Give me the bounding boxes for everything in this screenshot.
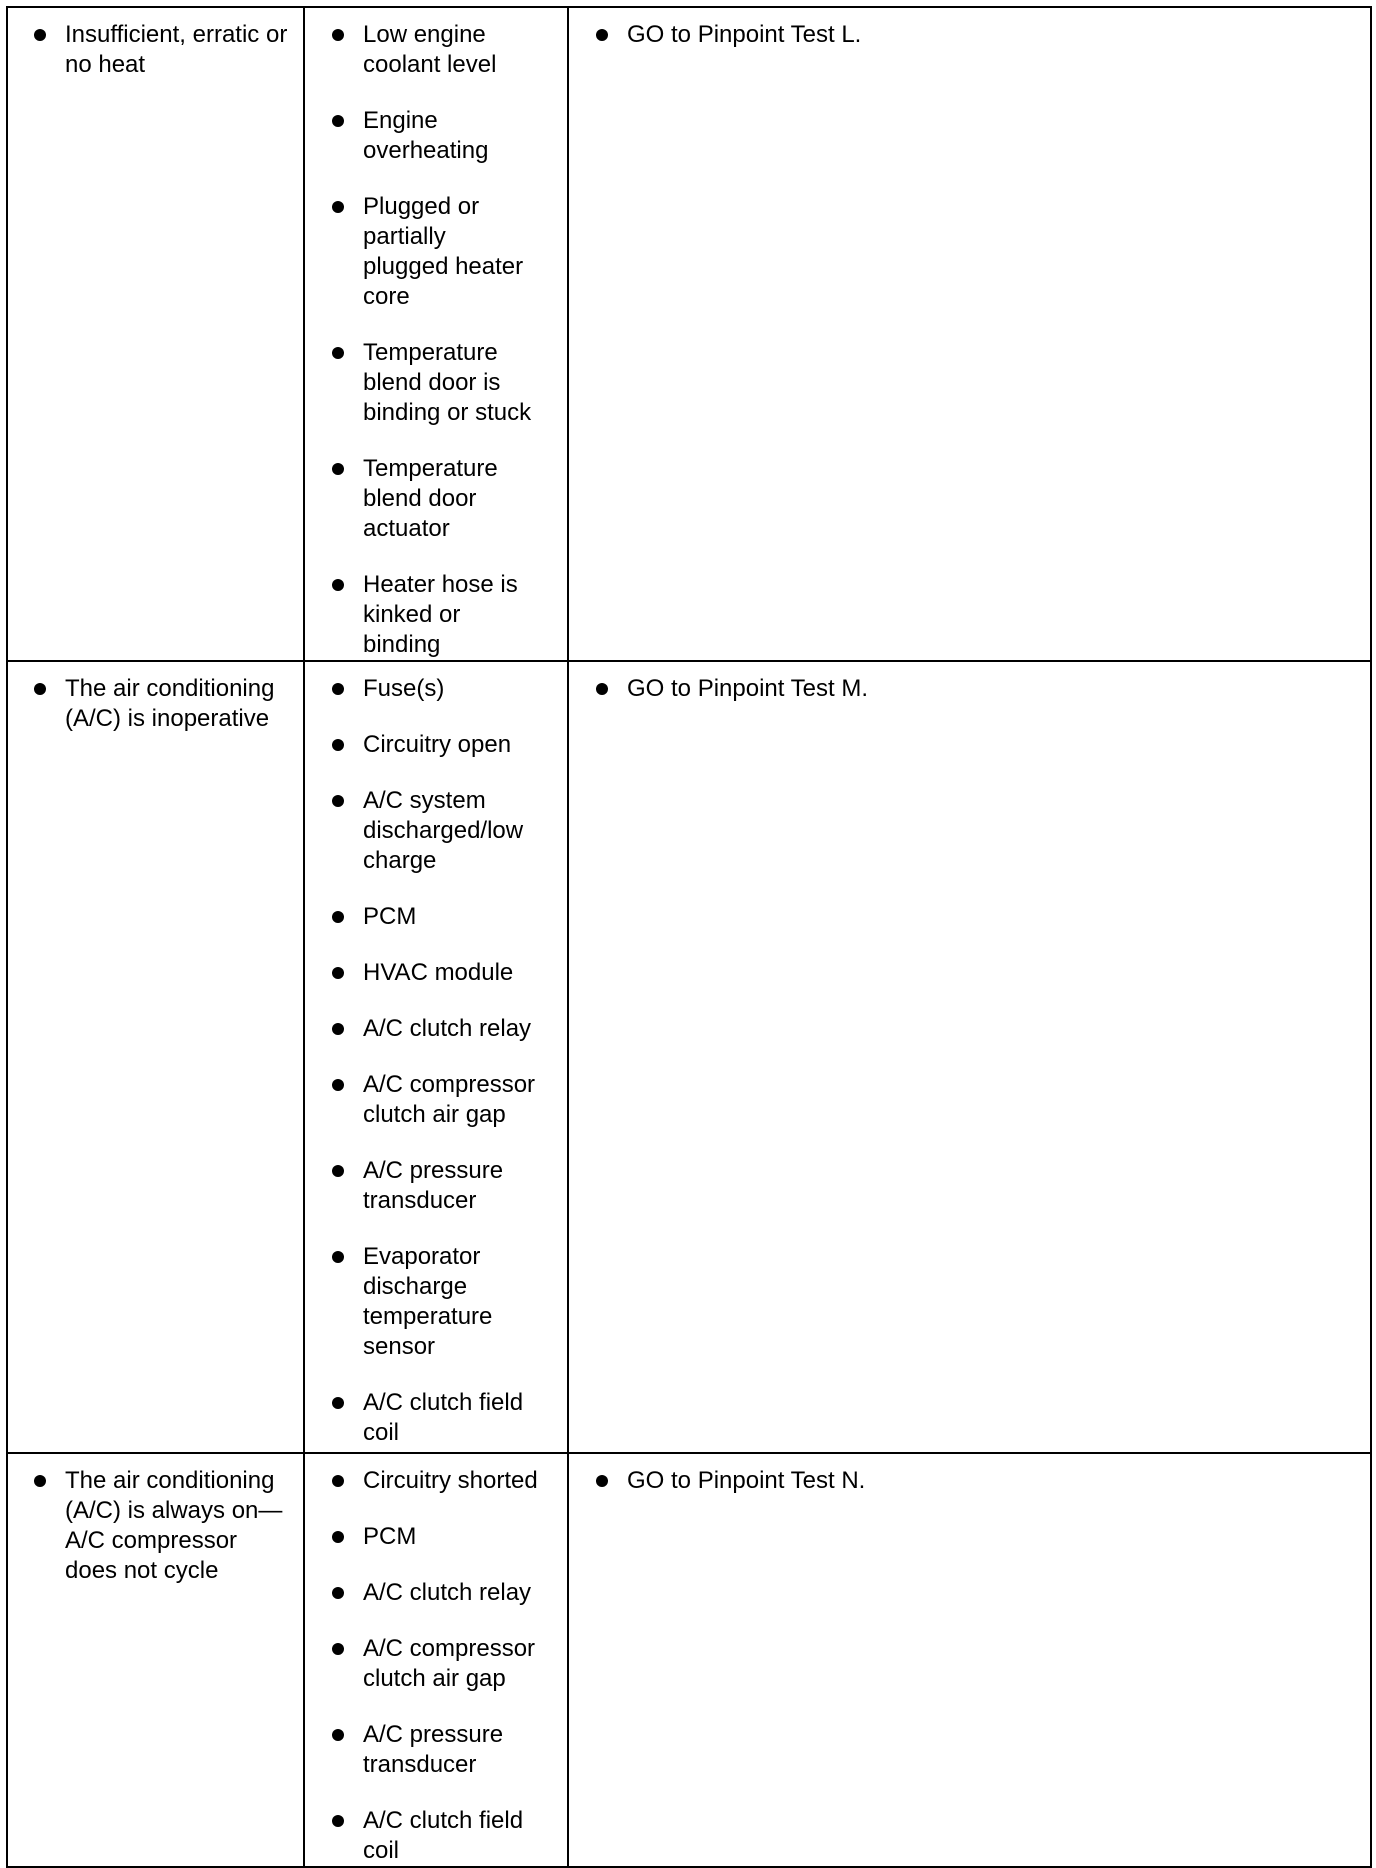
cause-item: Engine overheating [305,106,537,166]
bullet-icon [332,29,344,41]
bullet-icon [332,1165,344,1177]
bullet-icon [332,579,344,591]
bullet-icon [332,1643,344,1655]
action-cell [568,7,1371,661]
cause-item: PCM [305,1522,567,1552]
cause-item: A/C clutch relay [305,1578,567,1608]
bullet-icon [332,347,344,359]
bullet-icon [596,1475,608,1487]
causes-cell [304,661,568,1453]
action-item: GO to Pinpoint Test N. [569,1466,1370,1496]
bullet-icon [332,967,344,979]
bullet-icon [34,1475,46,1487]
action-item: GO to Pinpoint Test L. [569,20,1370,50]
cause-item: A/C clutch field coil [305,1388,567,1448]
bullet-icon [332,1531,344,1543]
cause-item: HVAC module [305,958,567,988]
bullet-icon [596,29,608,41]
cause-item: A/C clutch relay [305,1014,567,1044]
causes-cell [304,1453,568,1867]
cause-item: A/C pressure transducer [305,1720,567,1780]
cause-item: Low engine coolant level [305,20,537,80]
condition-item: The air conditioning (A/C) is always on—A/C compressor does not cycle [8,1466,303,1586]
bullet-icon [34,683,46,695]
bullet-icon [332,1397,344,1409]
bullet-icon [332,1023,344,1035]
condition-cell [7,661,304,1453]
cause-item: Fuse(s) [305,674,567,704]
cause-item: PCM [305,902,567,932]
bullet-icon [332,1079,344,1091]
symptom-chart [6,6,1370,1864]
bullet-icon [332,1815,344,1827]
cause-item: Temperature blend door is binding or stuck [305,338,537,428]
cause-item: Evaporator discharge temperature sensor [305,1242,567,1362]
action-cell [568,1453,1371,1867]
table-row [7,7,1371,661]
diagnosis-table [6,6,1372,1868]
table-row [7,1453,1371,1867]
action-cell [568,661,1371,1453]
cause-item: Heater hose is kinked or binding [305,570,537,660]
bullet-icon [596,683,608,695]
cause-item: Temperature blend door actuator [305,454,537,544]
bullet-icon [332,795,344,807]
condition-cell [7,1453,304,1867]
bullet-icon [34,29,46,41]
condition-cell [7,7,304,661]
cause-item: Circuitry open [305,730,567,760]
bullet-icon [332,739,344,751]
cause-item: A/C compressor clutch air gap [305,1070,567,1130]
causes-cell [304,7,568,661]
bullet-icon [332,463,344,475]
cause-item: A/C compressor clutch air gap [305,1634,567,1694]
cause-item: Plugged or partially plugged heater core [305,192,537,312]
cause-item: Circuitry shorted [305,1466,567,1496]
action-item: GO to Pinpoint Test M. [569,674,1370,704]
bullet-icon [332,201,344,213]
condition-item: The air conditioning (A/C) is inoperative [8,674,303,734]
bullet-icon [332,683,344,695]
bullet-icon [332,1251,344,1263]
condition-item: Insufficient, erratic or no heat [8,20,303,80]
bullet-icon [332,1475,344,1487]
bullet-icon [332,115,344,127]
cause-item: A/C system discharged/low charge [305,786,567,876]
bullet-icon [332,1729,344,1741]
bullet-icon [332,911,344,923]
cause-item: A/C clutch field coil [305,1806,567,1866]
bullet-icon [332,1587,344,1599]
table-row [7,661,1371,1453]
cause-item: A/C pressure transducer [305,1156,567,1216]
